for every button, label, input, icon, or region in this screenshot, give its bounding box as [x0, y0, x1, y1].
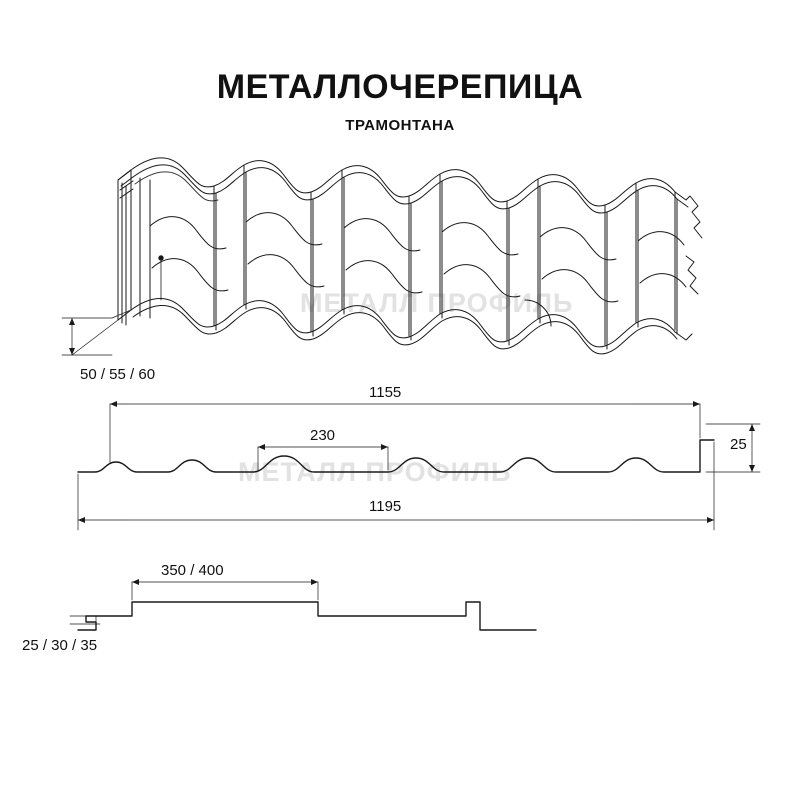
step-height-label: 25 / 30 / 35 [22, 637, 98, 654]
perspective-view [62, 158, 702, 355]
profile-height-label: 50 / 55 / 60 [80, 366, 156, 383]
side-profile-view [70, 579, 536, 630]
overall-width-label: 1195 [369, 498, 402, 515]
cross-section-view [78, 401, 760, 530]
wave-pitch-label: 230 [310, 427, 336, 444]
watermark-text-1: МЕТАЛЛ ПРОФИЛЬ [300, 288, 574, 318]
page-subtitle: ТРАМОНТАНА [345, 117, 455, 134]
useful-width-label: 1155 [369, 384, 402, 401]
wave-height-label: 25 [730, 436, 747, 453]
watermark-text-2: МЕТАЛЛ ПРОФИЛЬ [238, 457, 512, 487]
page-title: МЕТАЛЛОЧЕРЕПИЦА [216, 68, 584, 106]
step-length-label: 350 / 400 [161, 562, 224, 579]
